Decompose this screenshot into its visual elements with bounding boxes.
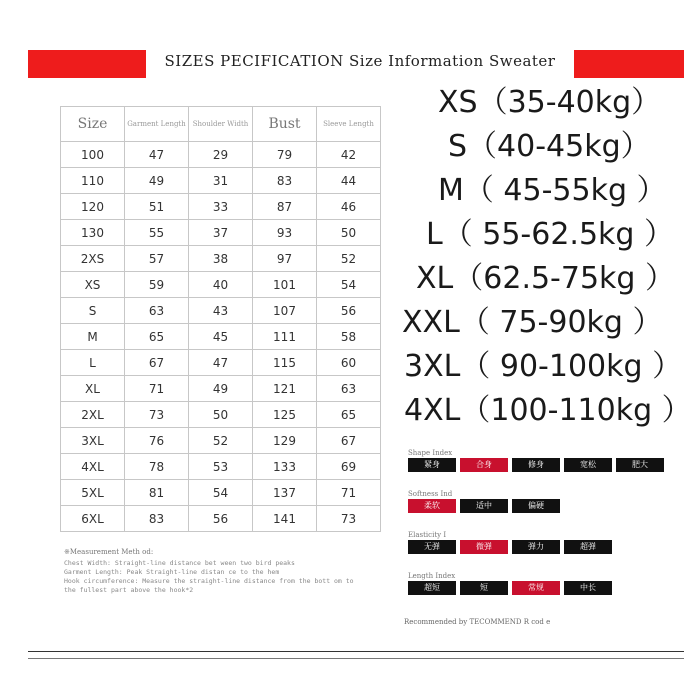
table-cell: 33 (189, 194, 253, 220)
table-cell: 58 (317, 324, 381, 350)
table-row (61, 246, 381, 272)
table-cell: 47 (125, 142, 189, 168)
weight-range-item: 3XL（ 90-100kg ） (404, 349, 683, 384)
table-cell: 56 (189, 506, 253, 532)
table-cell: 42 (317, 142, 381, 168)
table-row (61, 350, 381, 376)
recommend-code (404, 618, 550, 626)
table-cell: 52 (317, 246, 381, 272)
table-cell: 49 (125, 168, 189, 194)
table-cell: 50 (189, 402, 253, 428)
table-cell: 60 (317, 350, 381, 376)
table-cell: 31 (189, 168, 253, 194)
table-cell: 47 (189, 350, 253, 376)
table-row (61, 168, 381, 194)
table-cell: 54 (189, 480, 253, 506)
attribute-label: Elasticity I (408, 531, 447, 539)
weight-range-item: S（40-45kg） (448, 129, 651, 164)
measurement-line: Garment Length: Peak Straight-line distan ce to the hem (64, 568, 280, 576)
table-cell: 4XL (61, 454, 125, 480)
table-row (61, 194, 381, 220)
table-row (61, 506, 381, 532)
attribute-chip: 肥大 (616, 458, 664, 472)
attribute-chip: 超短 (408, 581, 456, 595)
banner-red-bar-left (28, 50, 146, 78)
footer-divider (28, 651, 684, 652)
table-cell: XS (61, 272, 125, 298)
fit-attributes (408, 448, 688, 612)
table-cell: 46 (317, 194, 381, 220)
table-cell: M (61, 324, 125, 350)
header-sleeve-length: Sleeve Length (317, 107, 381, 142)
table-cell: 87 (253, 194, 317, 220)
table-row (61, 402, 381, 428)
table-cell: XL (61, 376, 125, 402)
attribute-options (408, 458, 688, 472)
measurement-title: ※Measurement Meth od: (64, 548, 154, 556)
table-cell: 50 (317, 220, 381, 246)
table-cell: 73 (317, 506, 381, 532)
measurement-line: Hook circumference: Measure the straight-line distance from the bott om to the fullest part above the hook*2 (64, 577, 354, 594)
attribute-chip: 短 (460, 581, 508, 595)
table-cell: 101 (253, 272, 317, 298)
table-cell: 29 (189, 142, 253, 168)
measurement-method (64, 548, 364, 595)
attribute-chip: 柔软 (408, 499, 456, 513)
attribute-label: Softness Ind (408, 490, 453, 498)
header-size: Size (61, 107, 125, 142)
table-cell: 3XL (61, 428, 125, 454)
weight-range-item: L（ 55-62.5kg ） (426, 217, 674, 252)
weight-range-item: XXL（ 75-90kg ） (402, 305, 663, 340)
table-cell: 57 (125, 246, 189, 272)
table-cell: 73 (125, 402, 189, 428)
attribute-options (408, 499, 688, 513)
attribute-label: Shape Index (408, 449, 453, 457)
table-cell: 133 (253, 454, 317, 480)
table-cell: 111 (253, 324, 317, 350)
table-cell: L (61, 350, 125, 376)
table-cell: 45 (189, 324, 253, 350)
table-row (61, 480, 381, 506)
attribute-options (408, 581, 688, 595)
table-row (61, 454, 381, 480)
table-cell: 52 (189, 428, 253, 454)
table-cell: 40 (189, 272, 253, 298)
attribute-chip: 修身 (512, 458, 560, 472)
table-cell: 120 (61, 194, 125, 220)
attribute-chip: 合身 (460, 458, 508, 472)
table-cell: 83 (253, 168, 317, 194)
table-cell: 107 (253, 298, 317, 324)
weight-range-item: M（ 45-55kg ） (438, 173, 667, 208)
banner-title: SIZES PECIFICATION Size Information Sweater (164, 52, 556, 70)
table-row (61, 376, 381, 402)
table-row (61, 142, 381, 168)
attribute-label: Length Index (408, 572, 456, 580)
table-cell: 137 (253, 480, 317, 506)
attribute-chip: 弹力 (512, 540, 560, 554)
table-row (61, 272, 381, 298)
table-row (61, 428, 381, 454)
attribute-chip: 适中 (460, 499, 508, 513)
table-row (61, 324, 381, 350)
attribute-chip: 中长 (564, 581, 612, 595)
attribute-chip: 紧身 (408, 458, 456, 472)
header-banner (28, 50, 684, 78)
header-garment-length: Garment Length (125, 107, 189, 142)
table-cell: 141 (253, 506, 317, 532)
size-table (60, 106, 381, 532)
table-cell: 54 (317, 272, 381, 298)
table-row (61, 220, 381, 246)
table-cell: 93 (253, 220, 317, 246)
table-cell: 63 (125, 298, 189, 324)
table-cell: 37 (189, 220, 253, 246)
table-cell: 44 (317, 168, 381, 194)
table-cell: 121 (253, 376, 317, 402)
table-cell: 100 (61, 142, 125, 168)
table-cell: 2XS (61, 246, 125, 272)
table-cell: 79 (253, 142, 317, 168)
table-cell: 78 (125, 454, 189, 480)
header-shoulder-width: Shoulder Width (189, 107, 253, 142)
table-cell: 115 (253, 350, 317, 376)
table-cell: 65 (317, 402, 381, 428)
table-cell: 55 (125, 220, 189, 246)
table-cell: 56 (317, 298, 381, 324)
table-cell: 110 (61, 168, 125, 194)
table-cell: 129 (253, 428, 317, 454)
table-cell: 2XL (61, 402, 125, 428)
header-bust: Bust (253, 107, 317, 142)
attribute-chip: 常规 (512, 581, 560, 595)
banner-red-bar-right (574, 50, 684, 78)
table-cell: 130 (61, 220, 125, 246)
attribute-chip: 无弹 (408, 540, 456, 554)
table-cell: 65 (125, 324, 189, 350)
table-cell: 63 (317, 376, 381, 402)
table-cell: 38 (189, 246, 253, 272)
table-cell: 71 (317, 480, 381, 506)
weight-range-item: XL（62.5-75kg ） (416, 261, 676, 296)
table-cell: 76 (125, 428, 189, 454)
attribute-chip: 宽松 (564, 458, 612, 472)
attribute-chip: 超弹 (564, 540, 612, 554)
weight-range-item: 4XL（100-110kg ） (404, 393, 692, 428)
table-cell: 67 (317, 428, 381, 454)
table-row (61, 298, 381, 324)
table-cell: 125 (253, 402, 317, 428)
table-cell: 6XL (61, 506, 125, 532)
table-cell: 81 (125, 480, 189, 506)
table-cell: 69 (317, 454, 381, 480)
table-cell: 51 (125, 194, 189, 220)
table-cell: 59 (125, 272, 189, 298)
attribute-chip: 微弹 (460, 540, 508, 554)
footer-divider (28, 658, 684, 659)
measurement-line: Chest Width: Straight-line distance bet ween two bird peaks (64, 559, 295, 567)
table-cell: 83 (125, 506, 189, 532)
table-cell: 97 (253, 246, 317, 272)
attribute-chip: 偏硬 (512, 499, 560, 513)
table-cell: S (61, 298, 125, 324)
attribute-options (408, 540, 688, 554)
recommend-text: Recommended by TECOMMEND R cod e (404, 618, 551, 626)
table-cell: 5XL (61, 480, 125, 506)
weight-range-item: XS（35-40kg） (438, 85, 662, 120)
size-table-header (61, 107, 381, 142)
table-cell: 67 (125, 350, 189, 376)
table-cell: 43 (189, 298, 253, 324)
table-cell: 49 (189, 376, 253, 402)
table-cell: 53 (189, 454, 253, 480)
table-cell: 71 (125, 376, 189, 402)
